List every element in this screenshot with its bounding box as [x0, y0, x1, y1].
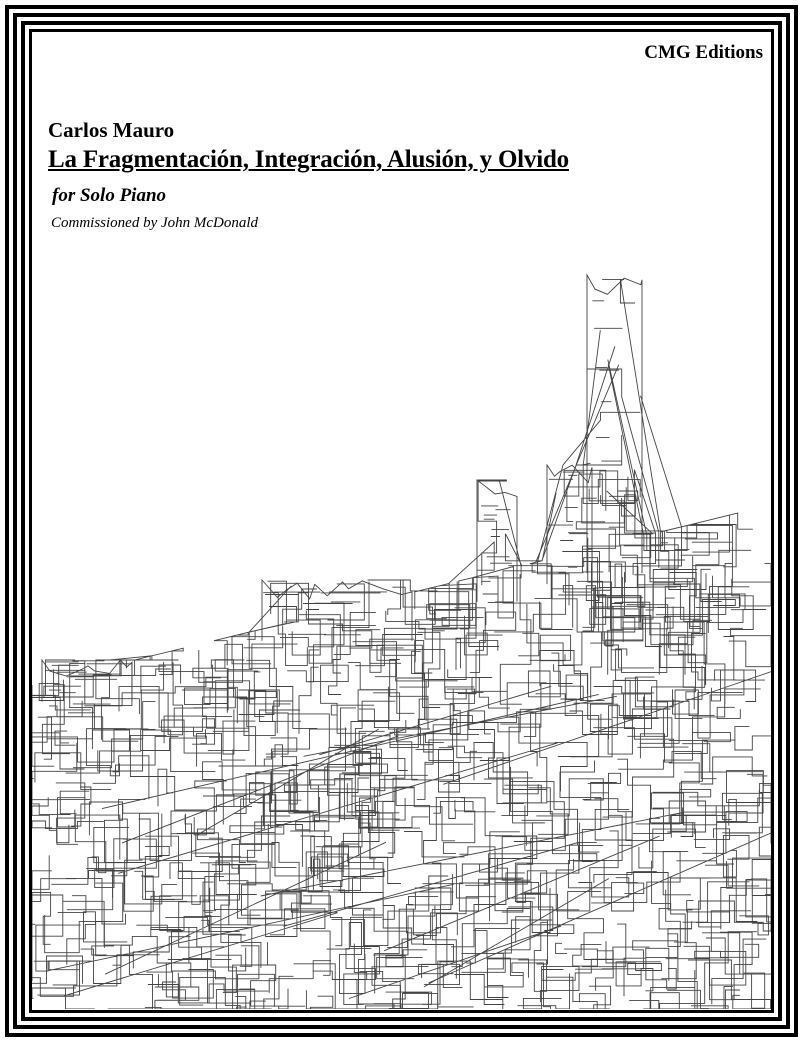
cityscape-lines [32, 279, 771, 1009]
commission-credit: Commissioned by John McDonald [51, 215, 259, 231]
cityscape-towers [42, 275, 642, 702]
composer-name: Carlos Mauro [48, 118, 175, 142]
work-title: La Fragmentación, Integración, Alusión, y Olvido [48, 146, 569, 173]
instrumentation: for Solo Piano [52, 185, 167, 206]
publisher-name: CMG Editions [644, 42, 763, 63]
cityscape-line-art-icon [32, 265, 771, 1009]
cityscape-illustration [32, 265, 771, 1009]
